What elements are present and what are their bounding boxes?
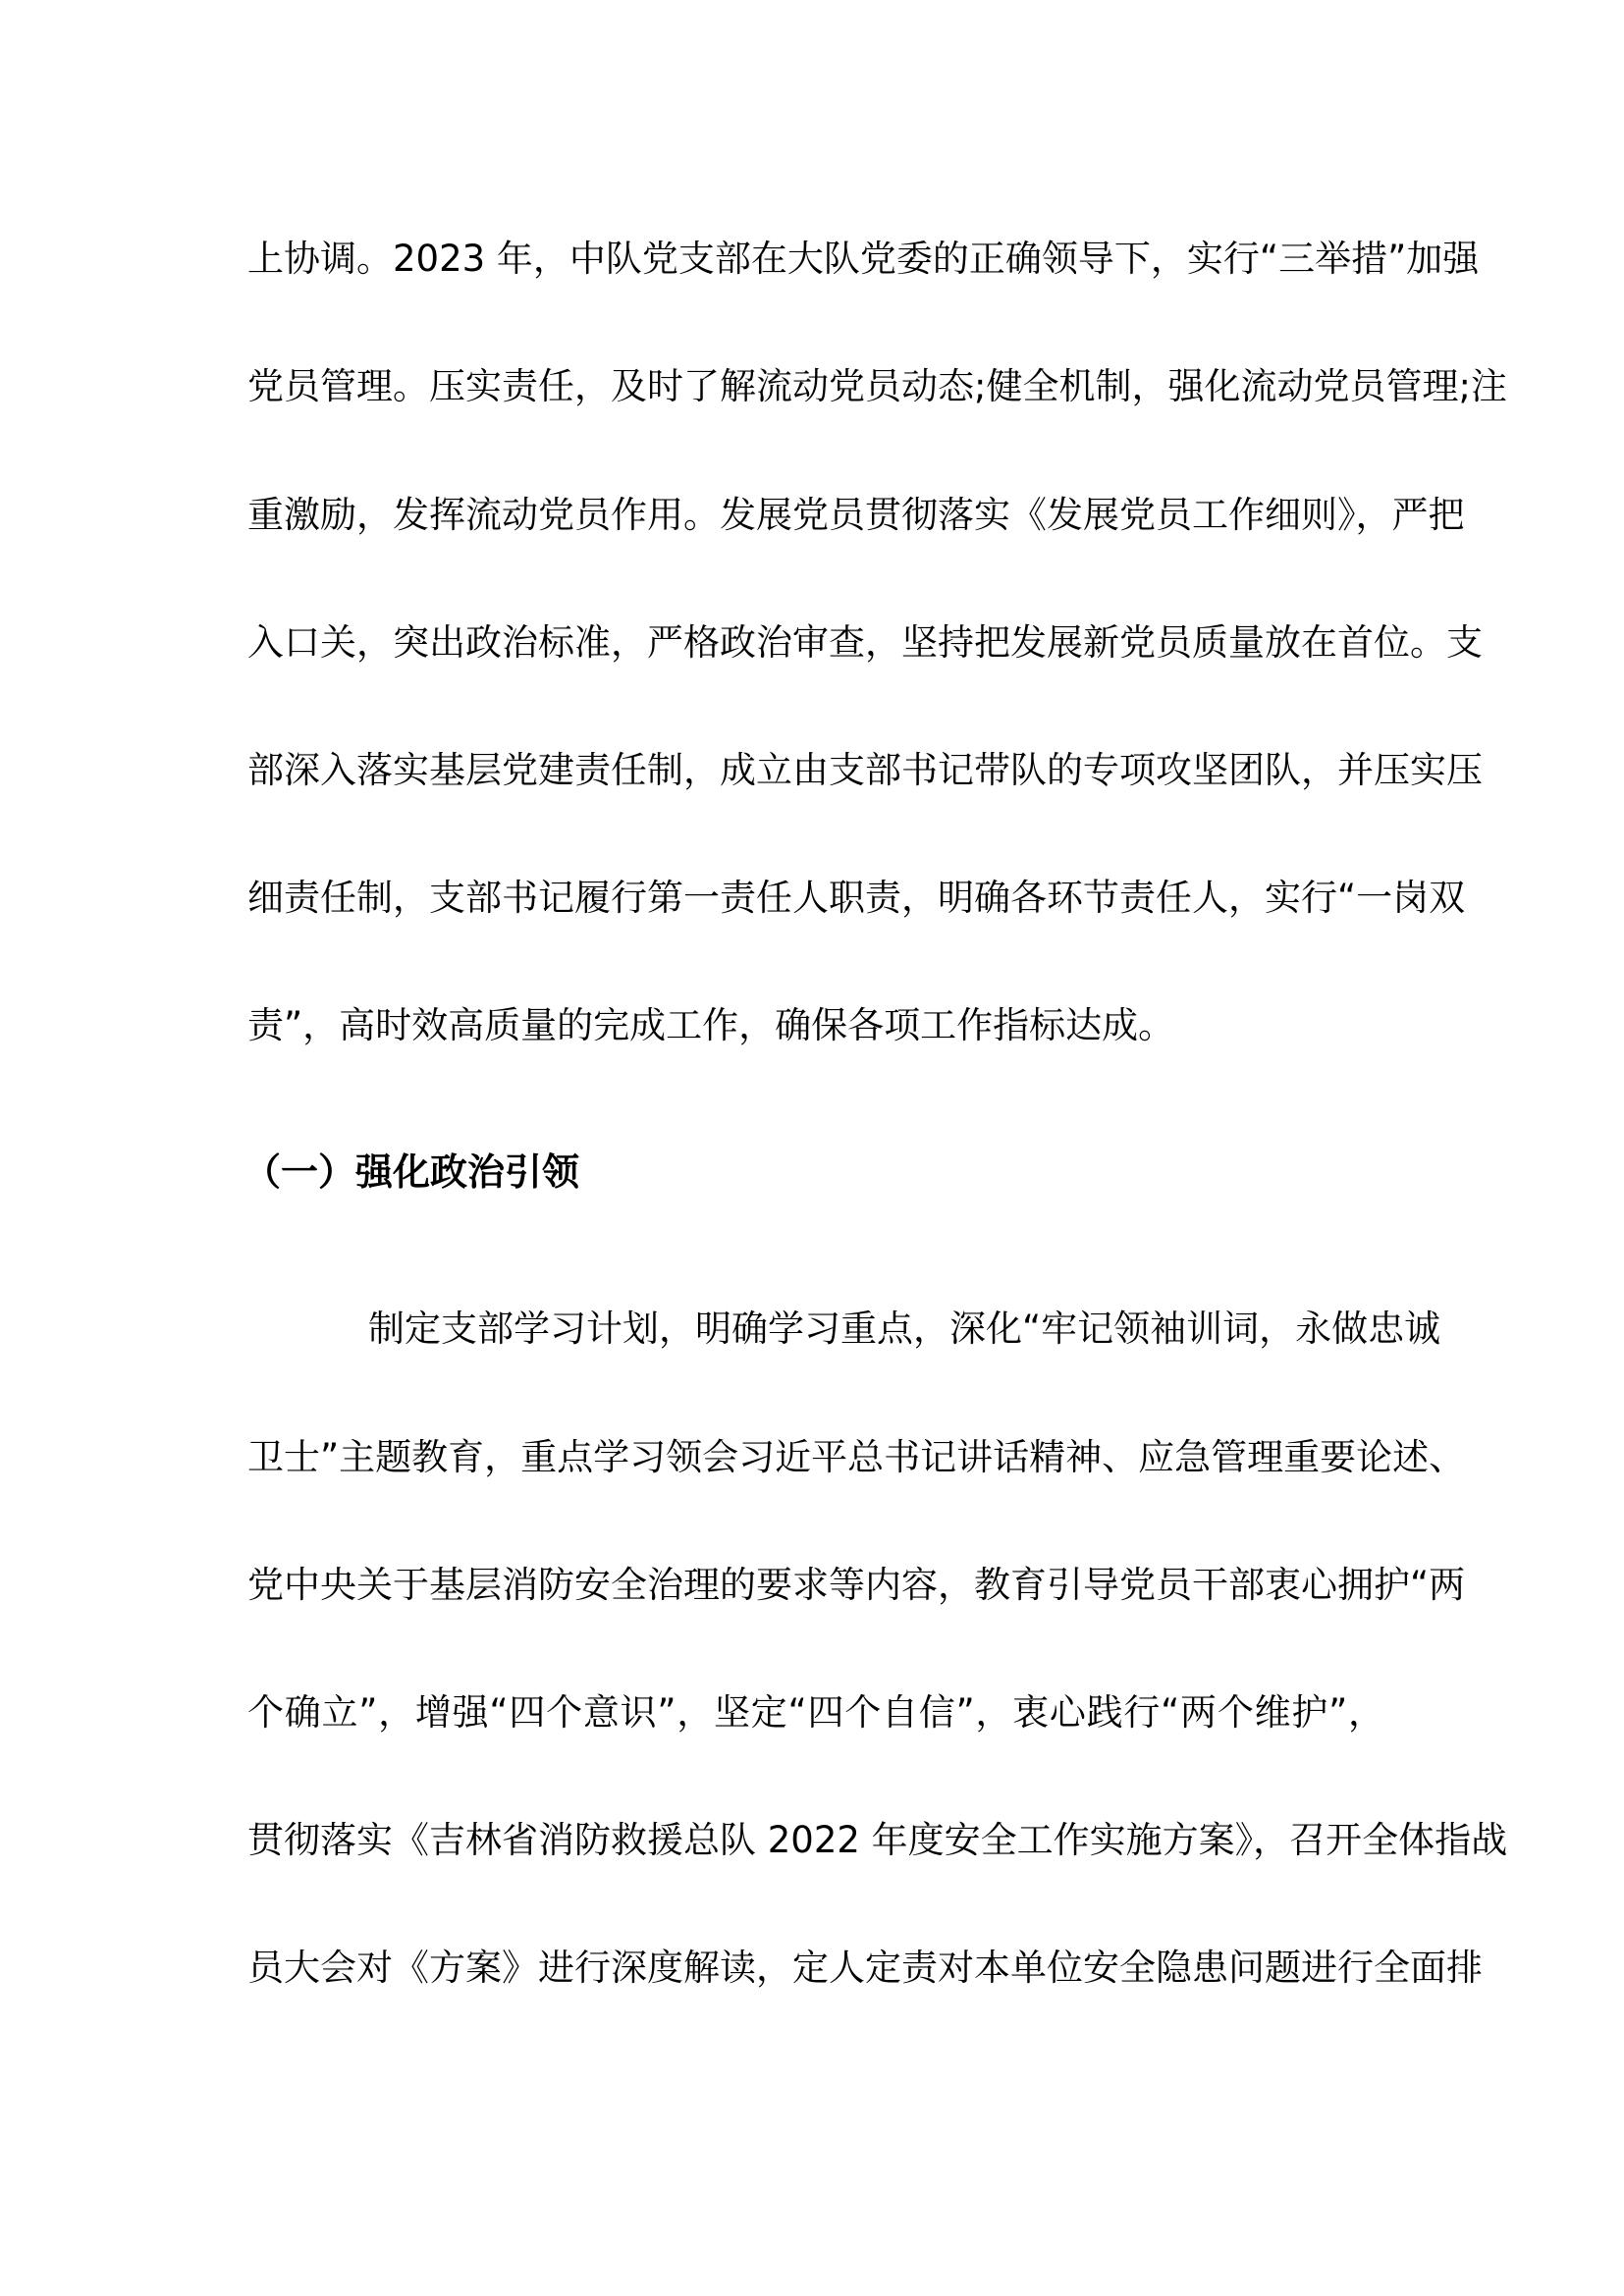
text-line: 党中央关于基层消防安全治理的要求等内容，教育引导党员干部衷心拥护“两	[247, 1564, 1466, 1606]
text-line: 贯彻落实《吉林省消防救援总队 2022 年度安全工作实施方案》，召开全体指战	[247, 1819, 1508, 1861]
section-heading: （一）强化政治引领	[244, 1150, 580, 1194]
text-line: 制定支部学习计划，明确学习重点，深化“牢记领袖训词，永做忠诚	[368, 1308, 1441, 1350]
text-line: 上协调。2023 年，中队党支部在大队党委的正确领导下，实行“三举措”加强	[247, 238, 1480, 280]
text-line: 责”，高时效高质量的完成工作，确保各项工作指标达成。	[247, 1004, 1175, 1046]
text-line: 部深入落实基层党建责任制，成立由支部书记带队的专项攻坚团队，并压实压	[247, 749, 1483, 791]
text-line: 细责任制，支部书记履行第一责任人职责，明确各环节责任人，实行“一岗双	[247, 877, 1466, 919]
text-line: 重激励，发挥流动党员作用。发展党员贯彻落实《发展党员工作细则》，严把	[247, 494, 1465, 536]
text-line: 党员管理。压实责任，及时了解流动党员动态;健全机制，强化流动党员管理;注	[247, 365, 1507, 407]
text-line: 卫士”主题教育，重点学习领会习近平总书记讲话精神、应急管理重要论述、	[247, 1436, 1466, 1478]
text-line: 个确立”，增强“四个意识”，坚定“四个自信”，衷心践行“两个维护”，	[247, 1691, 1384, 1734]
text-line: 员大会对《方案》进行深度解读，定人定责对本单位安全隐患问题进行全面排	[247, 1947, 1483, 1989]
text-line: 入口关，突出政治标准，严格政治审查，坚持把发展新党员质量放在首位。支	[247, 621, 1483, 664]
